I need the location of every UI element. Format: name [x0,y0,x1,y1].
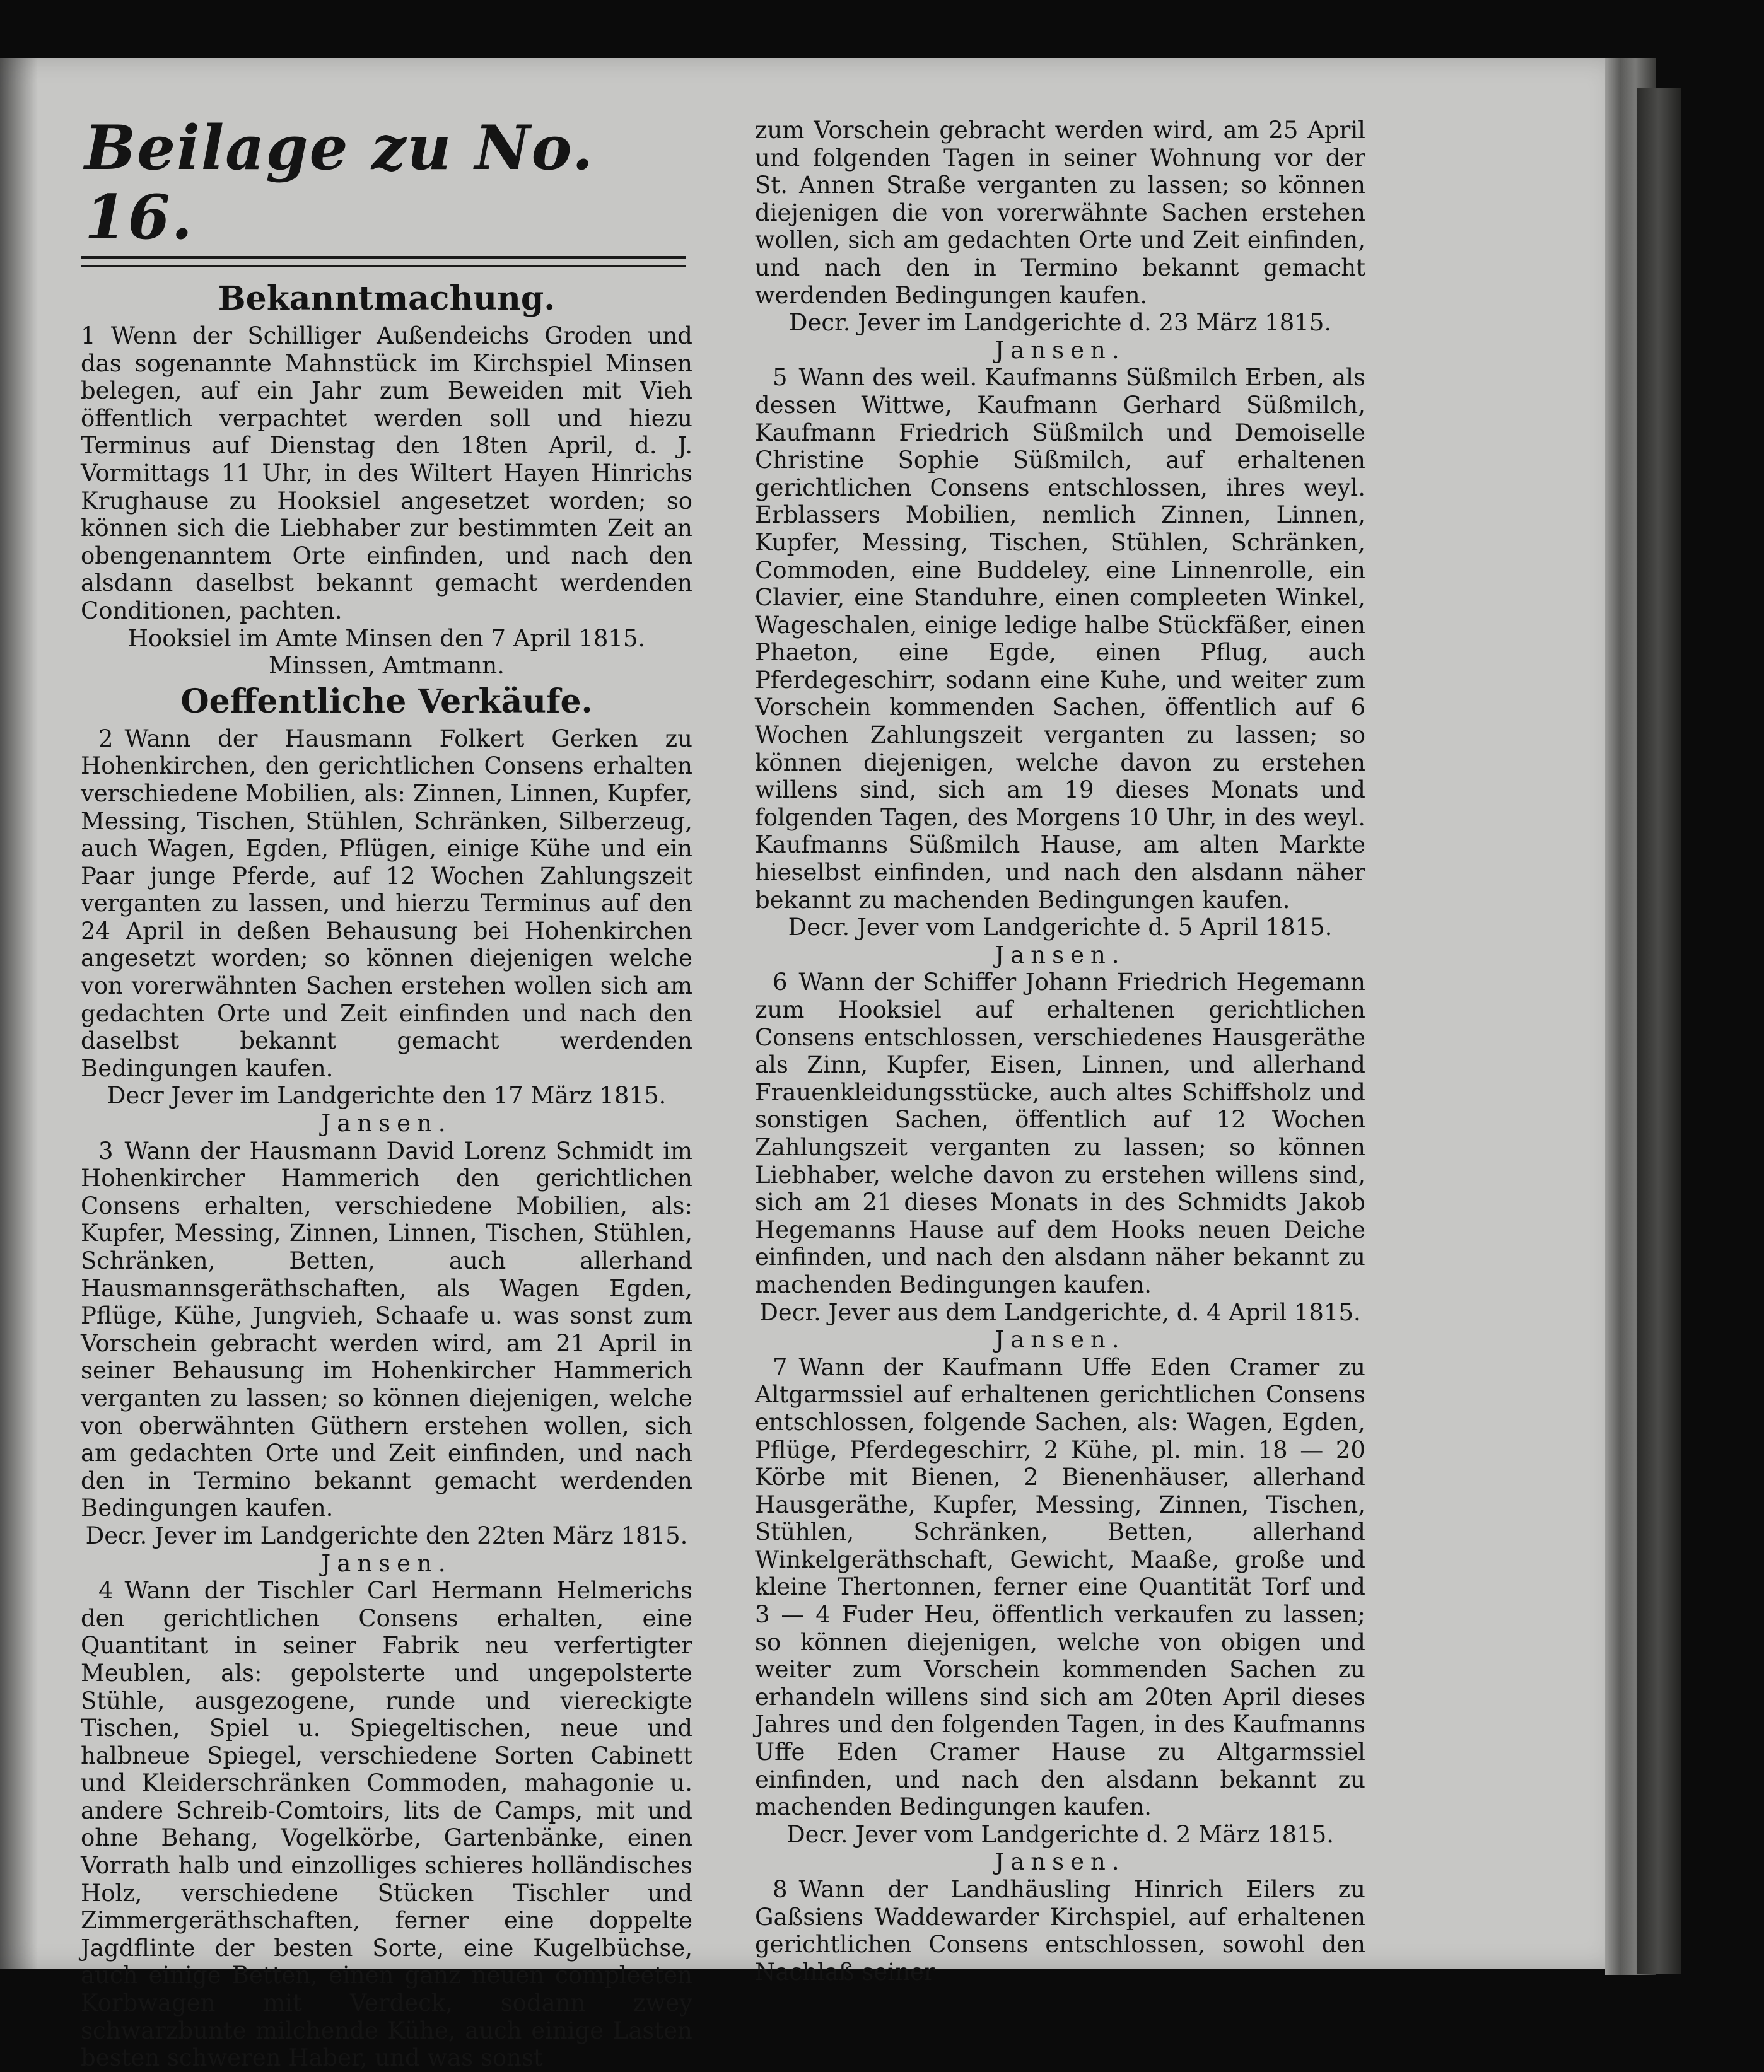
notice-3-place: Decr. Jever im Landgerichte den 22ten März 1815. [85,1522,688,1549]
masthead: Beilage zu No. 16. [85,112,595,253]
notice-7 [755,1354,1365,1821]
notice-5-number: 5 [773,364,788,392]
notice-3-number: 3 [98,1137,114,1165]
notice-6-place: Decr. Jever aus dem Landgerichte, d. 4 April 1815. [759,1298,1361,1326]
notice-1-signature: Minssen, Amtmann. [268,652,505,680]
notice-6 [755,969,1365,1298]
notice-7-text: Wann der Kaufmann Uffe Eden Cramer zu Altgarmssiel auf erhaltenen gerichtlichen Consens entschlossen, folgende Sachen, als: Wagen, Egden, Pflüge, Pferdegeschirr, 2 Kühe, pl. min. 18 — 20 Körbe mit Bienen, 2 Bienenhäuser, allerhand Hausgeräthe, Kupfer, Messing, Zinnen, Tischen, Stühlen, Schränken, Betten, allerhand Winkelgeräthschaft, Gewicht, Maaße, große und kleine Thertonnen, ferner eine Quantität Torf und 3 — 4 Fuder Heu, öffentlich verkaufen zu lassen; so können diejenigen, welche von obigen und weiter zum Vorschein kommenden Sachen zu erhandeln willens sind sich am 20ten April dieses Jahres und den folgenden Tagen, in des Kaufmanns Uffe Eden Cramer Hause zu Altgarmssiel einfinden, und nach den alsdann bekannt zu machenden Bedingungen kaufen. [755,1353,1365,1821]
right-column [755,117,1365,1986]
notice-2-text: Wann der Hausmann Folkert Gerken zu Hohenkirchen, den gerichtlichen Consens erhalten verschiedene Mobilien, als: Zinnen, Linnen, Kupfer, Messing, Tischen, Stühlen, Schränken, Silberzeug, auch Wagen, Egden, Pflügen, einige Kühe und ein Paar junge Pferde, auf 12 Wochen Zahlungszeit verganten zu lassen, und hierzu Terminus auf den 24 April in deßen Behausung bei Hohenkirchen angesetzt worden; so können diejenigen welche von vorerwähnten Sachen erstehen wollen sich am gedachten Orte und Zeit einfinden und nach den daselbst bekannt gemacht werdenden Bedingungen kaufen. [81,725,692,1082]
notice-7-place: Decr. Jever vom Landgerichte d. 2 März 1815. [786,1820,1335,1848]
notice-4-place: Decr. Jever im Landgerichte d. 23 März 1815. [788,309,1332,337]
notice-4-continued: zum Vorschein gebracht werden wird, am 25 April und folgenden Tagen in seiner Wohnung vor der St. Annen Straße verganten zu lassen; so können diejenigen die von vorerwähnte Sachen erstehen wollen, sich am gedachten Orte und Zeit einfinden, und nach den in Termino bekannt gemacht werdenden Bedingungen kaufen. [755,117,1365,309]
notice-6-text: Wann der Schiffer Johann Friedrich Hegemann zum Hooksiel auf erhaltenen gerichtlichen Consens entschlossen, verschiedenes Hausgeräthe als Zinn, Kupfer, Eisen, Linnen, und allerhand Frauenkleidungsstücke, auch altes Schiffsholz und sonstigen Sachen, öffentlich auf 12 Wochen Zahlungszeit verganten zu lassen; so können Liebhaber, welche davon zu erstehen willens sind, sich am 21 dieses Monats in des Schmidts Jakob Hegemanns Hause auf dem Hooks neuen Deiche einfinden, und nach den alsdann näher bekannt zu machenden Bedingungen kaufen. [755,969,1365,1298]
notice-3-text: Wann der Hausmann David Lorenz Schmidt im Hohenkircher Hammerich den gerichtlichen Consens erhalten, verschiedene Mobilien, als: Kupfer, Messing, Zinnen, Linnen, Tischen, Stühlen, Schränken, Betten, auch allerhand Hausmannsgeräthschaften, als Wagen Egden, Pflüge, Kühe, Jungvieh, Schaafe u. was sonst zum Vorschein gebracht werden wird, am 21 April in seiner Behausung im Hohenkircher Hammerich verganten zu lassen; so können diejenigen, welche von oberwähnten Güthern erstehen wollen, sich am gedachten Orte und Zeit einfinden, und nach den in Termino bekannt gemacht werdenden Bedingungen kaufen. [81,1137,692,1522]
notice-3 [81,1138,692,1522]
notice-7-signature: Jansen. [995,1848,1126,1876]
notice-5 [755,364,1365,914]
notice-4-number: 4 [98,1577,114,1605]
notice-2 [81,725,692,1083]
notice-2-place: Decr Jever im Landgerichte den 17 März 1815. [107,1082,667,1110]
notice-5-signature: Jansen. [995,941,1126,969]
notice-8-text: Wann der Landhäusling Hinrich Eilers zu Gaßsiens Waddewarder Kirchspiel, auf erhaltenen gerichtlichen Consens entschlossen, sowohl den Nachlaß seiner [755,1876,1365,1986]
page-gutter-shadow [0,58,38,1969]
notice-2-number: 2 [98,725,114,752]
notice-8-number: 8 [773,1876,788,1903]
left-column [81,113,692,2072]
notice-2-signature: Jansen. [321,1110,452,1138]
masthead-rule [81,256,686,267]
notice-6-signature: Jansen. [995,1326,1126,1354]
notice-4 [81,1577,692,2072]
book-binding [1637,88,1681,1974]
notice-4-text: Wann der Tischler Carl Hermann Helmerichs den gerichtlichen Consens erhalten, eine Quantitant in seiner Fabrik neu verfertigter Meublen, als: gepolsterte und ungepolsterte Stühle, ausgezogene, runde und viereckigte Tischen, Spiel u. Spiegeltischen, neue und halbneue Spiegel, verschiedene Sorten Cabinett und Kleiderschränken Commoden, mahagonie u. andere Schreib-Comtoirs, lits de Camps, mit und ohne Behang, Vogelkörbe, Gartenbänke, einen Vorrath halb und einzolliges schieres holländisches Holz, verschiedene Stücken Tischler und Zimmergeräthschaften, ferner eine doppelte Jagdflinte der besten Sorte, eine Kugelbüchse, auch einige Betten, einen ganz neuen compleeten Korbwagen mit Verdeck, sodann zwey schwarzbunte milchende Kühe, auch einige Lasten besten schweren Haber, und was sonst [81,1577,692,2072]
notice-7-number: 7 [773,1353,788,1381]
notice-5-place: Decr. Jever vom Landgerichte d. 5 April 1815. [788,914,1333,941]
notice-3-signature: Jansen. [321,1549,452,1577]
notice-6-number: 6 [773,969,788,996]
heading-verkaeufe: Oeffentliche Verkäufe. [180,682,593,721]
notice-4-signature: Jansen. [995,336,1126,364]
notice-8 [755,1876,1365,1986]
notice-1: 1 Wenn der Schilliger Außendeichs Groden und das sogenannte Mahnstück im Kirchspiel Minsen belegen, auf ein Jahr zum Beweiden mit Vieh öffentlich verpachtet werden soll und hiezu Terminus auf Dienstag den 18ten April, d. J. Vormittags 11 Uhr, in des Wiltert Hayen Hinrichs Krughause zu Hooksiel angesetzet worden; so können sich die Liebhaber zur bestimmten Zeit an obengenanntem Orte einfinden, und nach den alsdann daselbst bekannt gemacht werdenden Conditionen, pachten. [81,322,692,624]
notice-5-text: Wann des weil. Kaufmanns Süßmilch Erben, als dessen Wittwe, Kaufmann Gerhard Süßmilch, Kaufmann Friedrich Süßmilch und Demoiselle Christine Sophie Süßmilch, auf erhaltenen gerichtlichen Consens entschlossen, ihres weyl. Erblassers Mobilien, nemlich Zinnen, Linnen, Kupfer, Messing, Tischen, Stühlen, Schränken, Commoden, eine Buddeley, eine Linnenrolle, ein Clavier, eine Standuhre, einen compleeten Winkel, Wageschalen, einige ledige halbe Stückfäßer, einen Phaeton, eine Egde, einen Pflug, auch Pferdegeschirr, sodann eine Kuhe, und weiter zum Vorschein kommenden Sachen, öffentlich auf 6 Wochen Zahlungszeit verganten zu lassen; so können diejenigen, welche davon zu erstehen willens sind, sich am 19 dieses Monats und folgenden Tagen, des Morgens 10 Uhr, in des weyl. Kaufmanns Süßmilch Hause, am alten Markte hieselbst einfinden, und nach den alsdann näher bekannt zu machenden Bedingungen kaufen. [755,364,1365,914]
notice-1-place: Hooksiel im Amte Minsen den 7 April 1815. [127,624,646,652]
heading-bekanntmachung: Bekanntmachung. [218,279,556,318]
